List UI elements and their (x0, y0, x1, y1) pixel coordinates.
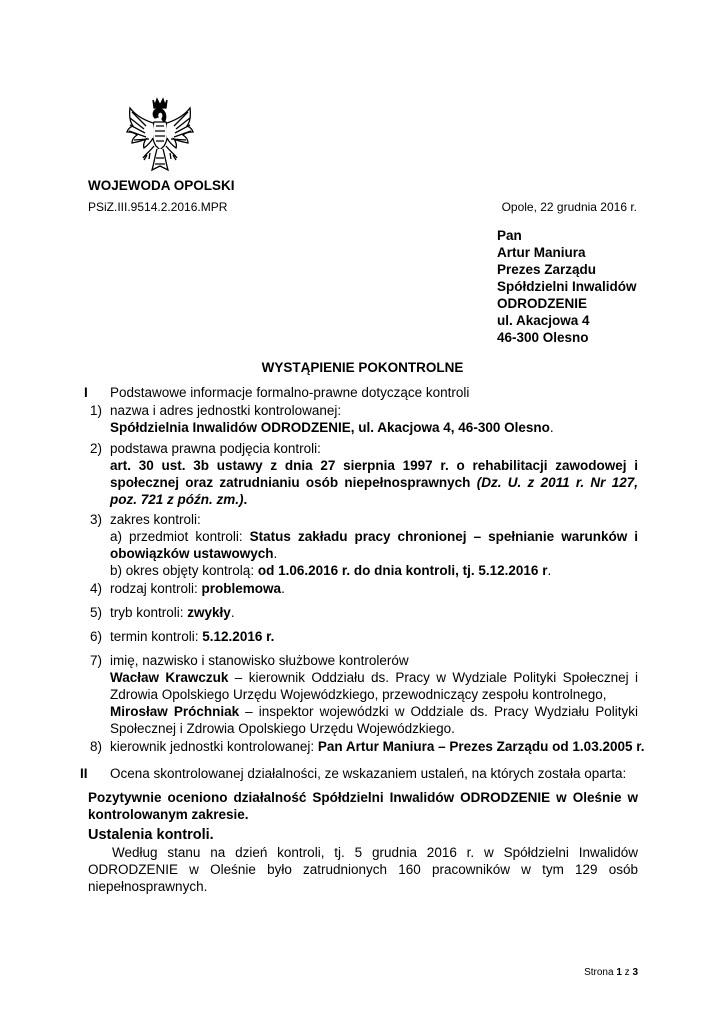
item-6 (110, 628, 274, 645)
item-2-journal-ref: (Dz. U. z 2011 r. Nr 127, poz. 721 z późn. zm.) (110, 475, 638, 507)
item-8-number: 8) (89, 739, 102, 754)
assessment-text: Pozytywnie oceniono działalność Spółdzielni Inwalidów ODRODZENIE w Oleśnie w kontrolowanym zakresie. (88, 790, 638, 822)
reference-number: PSiZ.III.9514.2.2016.MPR (88, 200, 228, 214)
addressee-line: Pan (497, 228, 522, 243)
item-4 (110, 580, 285, 597)
item-3a-value: Status zakładu pracy chronionej – spełnianie warunków i obowiązków ustawowych (110, 529, 638, 561)
item-2-legal-basis: art. 30 ust. 3b ustawy z dnia 27 sierpnia 1997 r. o rehabilitacji zawodowej i społecznej oraz zatrudnianiu osób niepełnosprawnych (110, 458, 638, 490)
document-title: WYSTĄPIENIE POKONTROLNE (261, 360, 464, 375)
item-8 (110, 738, 645, 755)
section-1-heading: Podstawowe informacje formalno-prawne dotyczące kontroli (110, 385, 470, 400)
item-6-number: 6) (89, 629, 102, 644)
controller-2-name: Mirosław Próchniak (110, 704, 240, 719)
page-separator: z (621, 967, 633, 978)
item-8-value: Pan Artur Maniura – Prezes Zarządu od 1.03.2005 r. (317, 739, 645, 754)
place-date: Opole, 22 grudnia 2016 r. (501, 200, 637, 214)
item-4-value: problemowa (201, 581, 282, 596)
item-1-number: 1) (89, 403, 102, 418)
item-4-end: . (281, 581, 285, 596)
page-counter (584, 967, 638, 978)
addressee-line: Spółdzielni Inwalidów (497, 279, 637, 294)
item-2-end: . (243, 492, 248, 507)
item-4-number: 4) (89, 581, 102, 596)
item-1-end: . (549, 420, 554, 435)
page-total: 3 (632, 967, 638, 978)
item-3a-end: . (273, 546, 278, 561)
item-2-label: podstawa prawna podjęcia kontroli: (110, 441, 321, 456)
addressee-line: ul. Akacjowa 4 (497, 313, 590, 328)
section-2-heading: Ocena skontrolowanej działalności, ze wskazaniem ustaleń, na których została oparta: (110, 766, 627, 781)
item-3 (110, 511, 638, 579)
addressee-line: Artur Maniura (497, 245, 586, 260)
addressee-line: 46-300 Olesno (497, 330, 589, 345)
item-1 (110, 402, 638, 436)
item-3b-value: od 1.06.2016 r. do dnia kontroli, tj. 5.12.2016 r (257, 563, 548, 578)
page-prefix: Strona (584, 967, 617, 978)
authority-name: WOJEWODA OPOLSKI (88, 178, 235, 193)
addressee-block (497, 227, 637, 346)
findings-text: Według stanu na dzień kontroli, tj. 5 grudnia 2016 r. w Spółdzielni Inwalidów ODRODZENIE w Oleśnie było zatrudnionych 160 pracowników w tym 129 osób niepełnosprawnych. (88, 845, 638, 894)
controller-1-role: – kierownik Oddziału ds. Pracy w Wydziale Polityki Społecznej i Zdrowia Opolskiego Urzędu Wojewódzkiego, przewodniczący zespołu kontrolnego, (110, 670, 638, 702)
item-5-label: tryb kontroli: (110, 605, 188, 620)
item-5-number: 5) (89, 605, 102, 620)
item-4-label: rodzaj kontroli: (110, 581, 202, 596)
page-current: 1 (616, 967, 622, 978)
item-2 (110, 440, 638, 508)
controller-2-role: – inspektor wojewódzki w Oddziale ds. Pracy Wydziału Polityki Społecznej i Zdrowia Opolskiego Urzędu Wojewódzkiego. (110, 704, 638, 736)
addressee-line: Prezes Zarządu (497, 262, 597, 277)
addressee-line: ODRODZENIE (497, 296, 588, 311)
item-5 (110, 604, 235, 621)
item-7 (110, 652, 638, 737)
item-5-value: zwykły (187, 605, 231, 620)
item-7-number: 7) (89, 653, 102, 668)
section-1-numeral: I (84, 385, 88, 400)
item-1-value: Spółdzielnia Inwalidów ODRODZENIE, ul. Akacjowa 4, 46-300 Olesno (110, 420, 550, 435)
item-1-label: nazwa i adres jednostki kontrolowanej: (110, 403, 342, 418)
eagle-emblem-icon (124, 96, 196, 178)
controller-1-name: Wacław Krawczuk (110, 670, 229, 685)
item-3b-end: . (547, 563, 552, 578)
findings-title: Ustalenia kontroli. (88, 827, 214, 843)
item-5-end: . (230, 605, 235, 620)
item-3b-prefix: b) okres objęty kontrolą: (110, 563, 258, 578)
item-6-label: termin kontroli: (110, 629, 203, 644)
item-2-number: 2) (89, 441, 102, 456)
item-6-value: 5.12.2016 r. (202, 629, 275, 644)
item-7-label: imię, nazwisko i stanowisko służbowe kontrolerów (110, 653, 409, 668)
item-3-label: zakres kontroli: (110, 512, 201, 527)
item-3-number: 3) (89, 512, 102, 527)
section-2-numeral: II (80, 766, 88, 781)
item-3a-prefix: a) przedmiot kontroli: (110, 529, 250, 544)
item-8-label: kierownik jednostki kontrolowanej: (110, 739, 318, 754)
